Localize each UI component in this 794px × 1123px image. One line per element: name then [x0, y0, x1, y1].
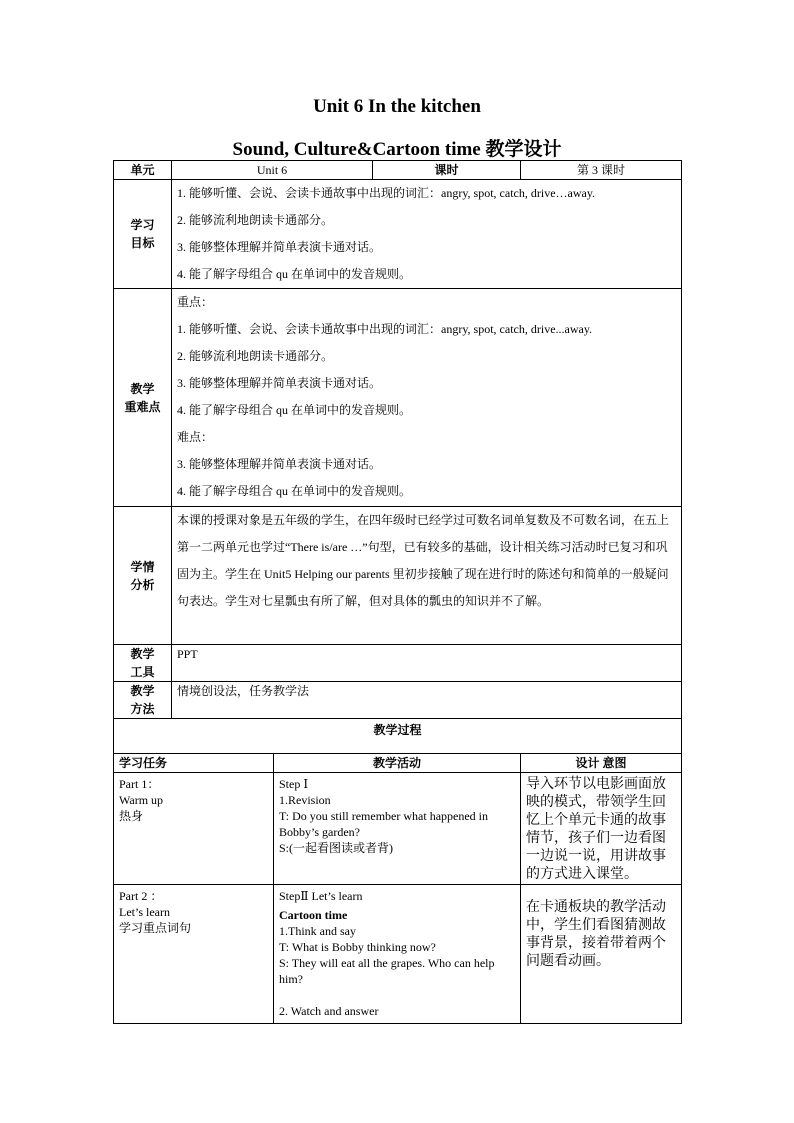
- key-point-line: 重点：: [177, 295, 214, 309]
- lesson-plan-table: [113, 160, 682, 1024]
- process-row: [114, 885, 682, 1024]
- unit-value: Unit 6: [172, 161, 373, 180]
- key-point-line: 难点：: [177, 430, 214, 444]
- analysis-content: [172, 507, 682, 645]
- tools-label: 教学 工具: [114, 645, 172, 682]
- analysis-label: 学情 分析: [114, 507, 172, 645]
- methods-value: 情境创设法，任务教学法: [172, 682, 682, 719]
- objectives-content: [172, 180, 682, 289]
- task-cell: Part 2 ： Let’s learn 学习重点词句: [114, 885, 274, 1024]
- col-design: 设计 意图: [521, 754, 682, 773]
- key-point-line: 3. 能够整体理解并简单表演卡通对话。: [177, 457, 382, 471]
- process-title-row: [114, 719, 682, 754]
- col-activity: 教学活动: [274, 754, 521, 773]
- objective-line: 2. 能够流利地朗读卡通部分。: [177, 213, 334, 227]
- design-cell: 在卡通板块的教学活动中，学生们看图猜测故事背景，接着带着两个问题看动画。: [521, 885, 682, 1024]
- key-point-line: 4. 能了解字母组合 qu 在单词中的发音规则。: [177, 403, 412, 417]
- analysis-row: [114, 507, 682, 645]
- task-cell: Part 1： Warm up 热身: [114, 773, 274, 885]
- document-title: Unit 6 In the kitchen: [313, 96, 481, 117]
- methods-row: [114, 682, 682, 719]
- header-row: [114, 161, 682, 180]
- key-point-line: 2. 能够流利地朗读卡通部分。: [177, 349, 334, 363]
- objective-line: 1. 能够听懂、会说、会读卡通故事中出现的词汇：angry, spot, catch, drive…away.: [177, 186, 596, 200]
- lesson-label: 课时: [373, 161, 521, 180]
- tools-row: [114, 645, 682, 682]
- objective-line: 3. 能够整体理解并简单表演卡通对话。: [177, 240, 382, 254]
- key-point-line: 1. 能够听懂、会说、会读卡通故事中出现的词汇：angry, spot, catch, drive...away.: [177, 322, 593, 336]
- objectives-label: 学习 目标: [114, 180, 172, 289]
- key-points-row: [114, 289, 682, 507]
- key-points-label: 教学 重难点: [114, 289, 172, 507]
- analysis-text: 本课的授课对象是五年级的学生，在四年级时已经学过可数名词单复数及不可数名词，在五上第一二两单元也学过“There is/are …”句型，已有较多的基础，设计相关练习活动时已复习和巩固为主。学生在 Unit5 Helping our parents 里初步接触了现在进行时的陈述句和简单的一般疑问句表达。学生对七星瓢虫有所了解，但对具体的瓢虫的知识并不了解。: [177, 513, 670, 608]
- process-row: [114, 773, 682, 885]
- key-point-line: 4. 能了解字母组合 qu 在单词中的发音规则。: [177, 484, 412, 498]
- objective-line: 4. 能了解字母组合 qu 在单词中的发音规则。: [177, 267, 412, 281]
- tools-value: PPT: [172, 645, 682, 682]
- col-task: 学习任务: [114, 754, 274, 773]
- process-title: 教学过程: [114, 719, 682, 754]
- design-cell: 导入环节以电影画面放映的模式，带领学生回忆上个单元卡通的故事情节，孩子们一边看图一边说一说，用讲故事的方式进入课堂。: [521, 773, 682, 885]
- activity-cell: StepⅡ Let’s learn Cartoon time 1.Think and say T: What is Bobby thinking now? S: They will eat all the grapes. Who can help him? 2. Watch and answer: [274, 885, 521, 1024]
- objectives-row: [114, 180, 682, 289]
- unit-label: 单元: [114, 161, 172, 180]
- methods-label: 教学 方法: [114, 682, 172, 719]
- activity-cell: Step Ⅰ 1.Revision T: Do you still remember what happened in Bobby’s garden? S:(一起看图读或者背): [274, 773, 521, 885]
- lesson-value: 第 3 课时: [521, 161, 682, 180]
- document-subtitle: Sound, Culture&Cartoon time 教学设计: [232, 139, 562, 160]
- key-points-content: [172, 289, 682, 507]
- process-columns-row: [114, 754, 682, 773]
- key-point-line: 3. 能够整体理解并简单表演卡通对话。: [177, 376, 382, 390]
